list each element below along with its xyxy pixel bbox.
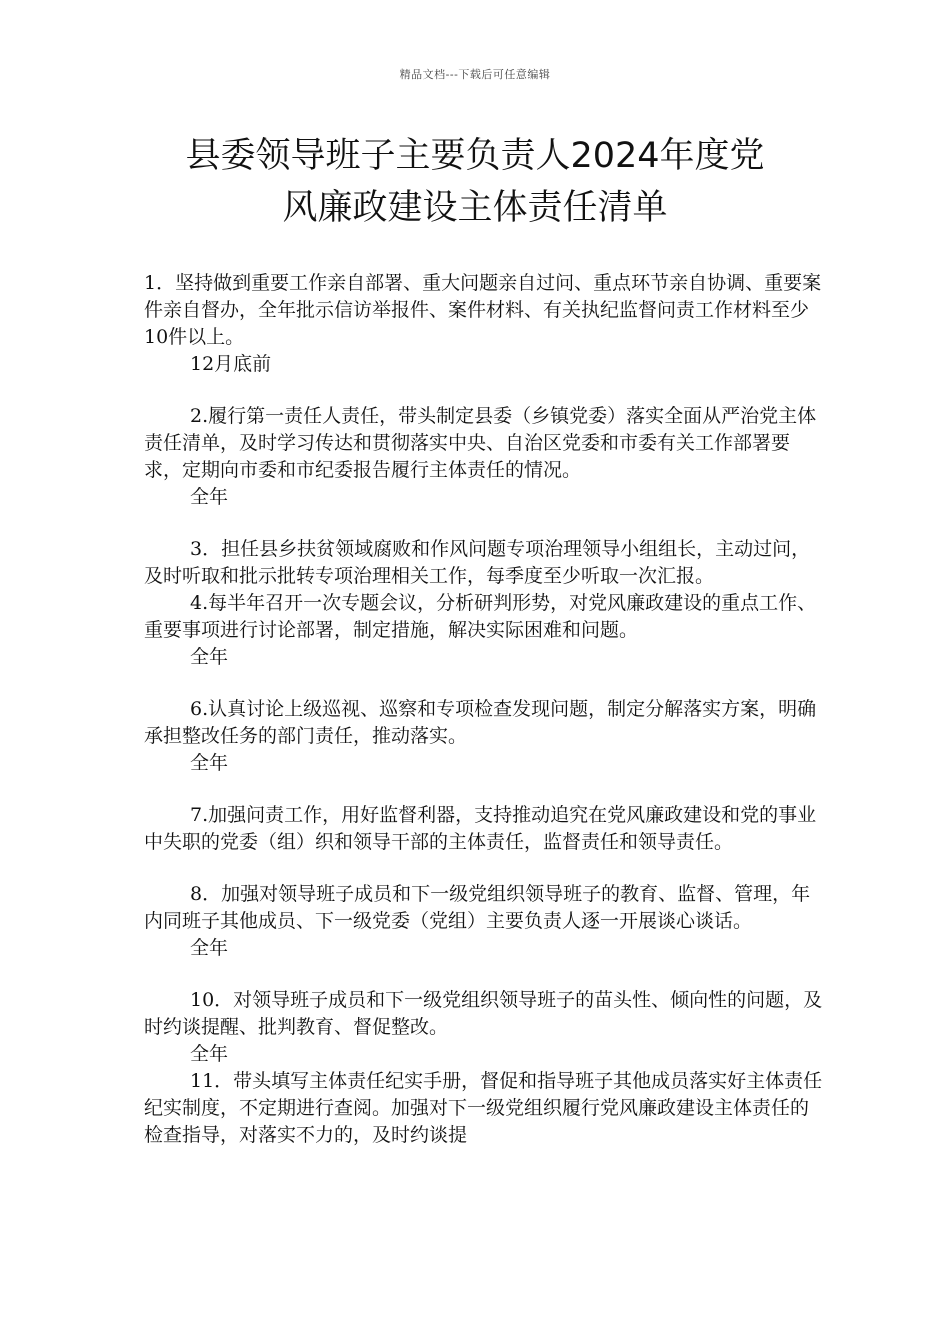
document-body — [144, 270, 824, 1149]
header-note: 精品文档---下载后可任意编辑 — [399, 68, 551, 81]
item-6-text: 6.认真讨论上级巡视、巡察和专项检查发现问题，制定分解落实方案，明确承担整改任务的部门责任，推动落实。 — [144, 698, 817, 747]
item-8-text: 8．加强对领导班子成员和下一级党组织领导班子的教育、监督、管理，年内同班子其他成员、下一级党委（党组）主要负责人逐一开展谈心谈话。 — [144, 883, 811, 932]
item-10-text: 10．对领导班子成员和下一级党组织领导班子的苗头性、倾向性的问题，及时约谈提醒、批判教育、督促整改。 — [144, 989, 823, 1038]
item-2-deadline: 全年 — [190, 486, 229, 508]
title-line-1: 县委领导班子主要负责人2024年度党 — [185, 136, 765, 176]
item-10-deadline: 全年 — [190, 1043, 229, 1065]
item-2-text: 2.履行第一责任人责任，带头制定县委（乡镇党委）落实全面从严治党主体责任清单，及时学习传达和贯彻落实中央、自治区党委和市委有关工作部署要求，定期向市委和市纪委报告履行主体责任的情况。 — [144, 405, 817, 481]
document-title — [80, 130, 870, 234]
item-1-deadline: 12月底前 — [190, 353, 272, 375]
item-6-deadline: 全年 — [190, 752, 229, 774]
item-7-text: 7.加强问责工作，用好监督利器，支持推动追究在党风廉政建设和党的事业中失职的党委（组）织和领导干部的主体责任，监督责任和领导责任。 — [144, 804, 817, 853]
item-8-deadline: 全年 — [190, 937, 229, 959]
item-4-deadline: 全年 — [190, 646, 229, 668]
item-3-text: 3．担任县乡扶贫领域腐败和作风问题专项治理领导小组组长，主动过问，及时听取和批示批转专项治理相关工作，每季度至少听取一次汇报。 — [144, 538, 811, 587]
item-11-text: 11．带头填写主体责任纪实手册，督促和指导班子其他成员落实好主体责任纪实制度，不定期进行查阅。加强对下一级党组织履行党风廉政建设主体责任的检查指导，对落实不力的，及时约谈提 — [144, 1070, 823, 1146]
item-4-text: 4.每半年召开一次专题会议，分析研判形势，对党风廉政建设的重点工作、重要事项进行讨论部署，制定措施，解决实际困难和问题。 — [144, 592, 817, 641]
title-line-2: 风廉政建设主体责任清单 — [282, 188, 668, 228]
item-1-text: 1．坚持做到重要工作亲自部署、重大问题亲自过问、重点环节亲自协调、重要案件亲自督办，全年批示信访举报件、案件材料、有关执纪监督问责工作材料至少10件以上。 — [144, 272, 822, 348]
